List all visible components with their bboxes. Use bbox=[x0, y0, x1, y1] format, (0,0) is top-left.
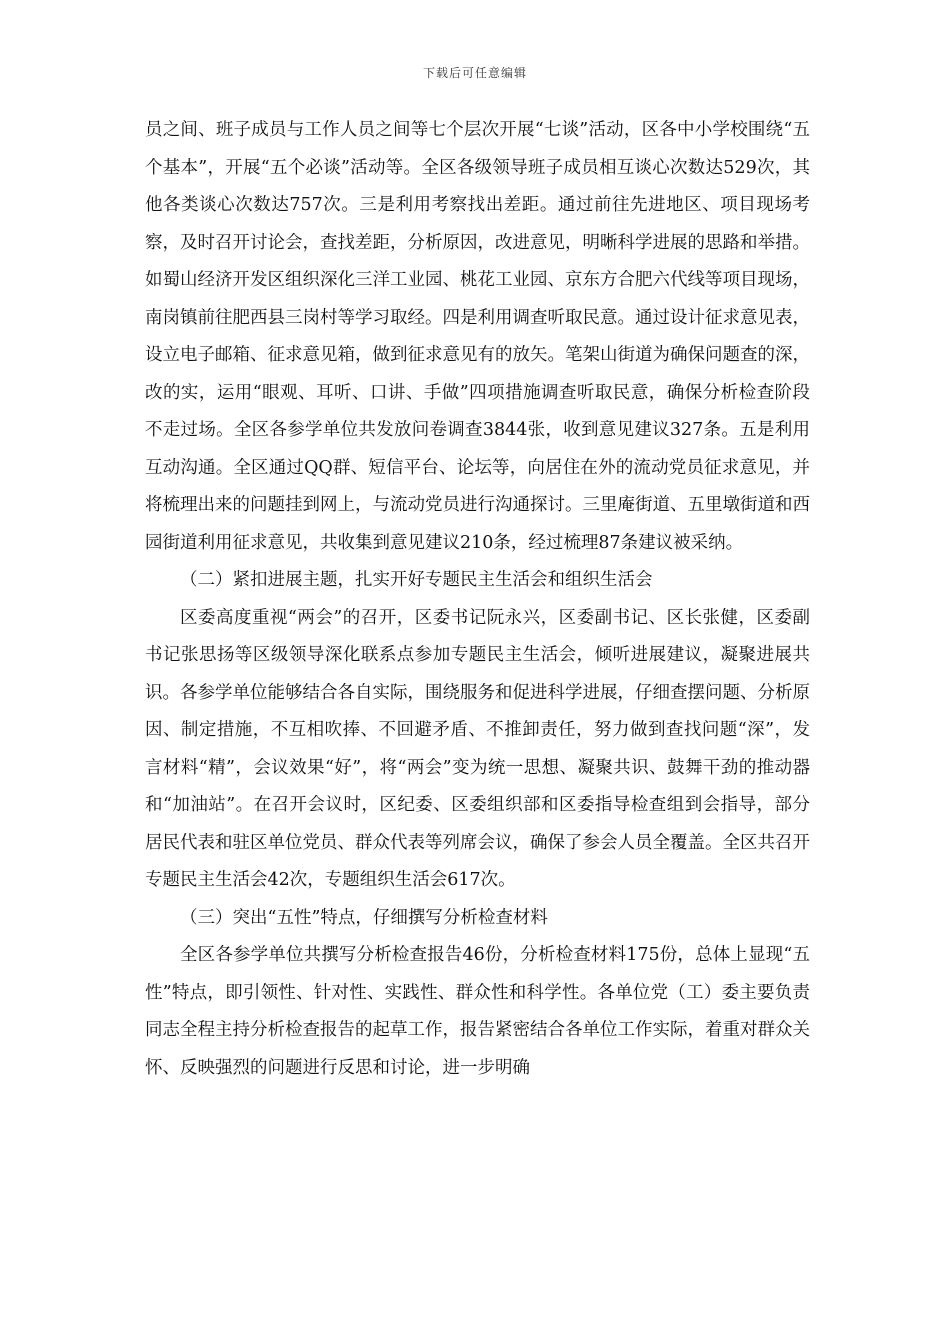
page-header-note: 下载后可任意编辑 bbox=[422, 66, 527, 80]
document-body bbox=[145, 112, 810, 1087]
paragraph-continued: 员之间、班子成员与工作人员之间等七个层次开展“七谈”活动，区各中小学校围绕“五个基本”，开展“五个必谈”活动等。全区各级领导班子成员相互谈心次数达529次，其他各类谈心次数达757次。三是利用考察找出差距。通过前往先进地区、项目现场考察，及时召开讨论会，查找差距，分析原因，改进意见，明晰科学进展的思路和举措。如蜀山经济开发区组织深化三洋工业园、桃花工业园、京东方合肥六代线等项目现场，南岗镇前往肥西县三岗村等学习取经。四是利用调查听取民意。通过设计征求意见表，设立电子邮箱、征求意见箱，做到征求意见有的放矢。笔架山街道为确保问题查的深，改的实，运用“眼观、耳听、口讲、手做”四项措施调查听取民意，确保分析检查阶段不走过场。全区各参学单位共发放问卷调查3844张，收到意见建议327条。五是利用互动沟通。全区通过QQ群、短信平台、论坛等，向居住在外的流动党员征求意见，并将梳理出来的问题挂到网上，与流动党员进行沟通探讨。三里庵街道、五里墩街道和西园街道利用征求意见，共收集到意见建议210条，经过梳理87条建议被采纳。 bbox=[145, 120, 810, 553]
section-heading-3: （三）突出“五性”特点，仔细撰写分析检查材料 bbox=[180, 907, 548, 928]
paragraph-section-3: 全区各参学单位共撰写分析检查报告46份，分析检查材料175份，总体上显现“五性”特点，即引领性、针对性、实践性、群众性和科学性。各单位党（工）委主要负责同志全程主持分析检查报告的起草工作，报告紧密结合各单位工作实际，着重对群众关怀、反映强烈的问题进行反思和讨论，进一步明确 bbox=[145, 945, 810, 1078]
paragraph-section-2: 区委高度重视“两会”的召开，区委书记阮永兴，区委副书记、区长张健，区委副书记张思扬等区级领导深化联系点参加专题民主生活会，倾听进展建议，凝聚进展共识。各参学单位能够结合各自实际，围绕服务和促进科学进展，仔细查摆问题、分析原因、制定措施，不互相吹捧、不回避矛盾、不推卸责任，努力做到查找问题“深”，发言材料“精”，会议效果“好”，将“两会”变为统一思想、凝聚共识、鼓舞干劲的推动器和“加油站”。在召开会议时，区纪委、区委组织部和区委指导检查组到会指导，部分居民代表和驻区单位党员、群众代表等列席会议，确保了参会人员全覆盖。全区共召开专题民主生活会42次，专题组织生活会617次。 bbox=[145, 607, 810, 890]
section-heading-2: （二）紧扣进展主题，扎实开好专题民主生活会和组织生活会 bbox=[180, 570, 653, 590]
